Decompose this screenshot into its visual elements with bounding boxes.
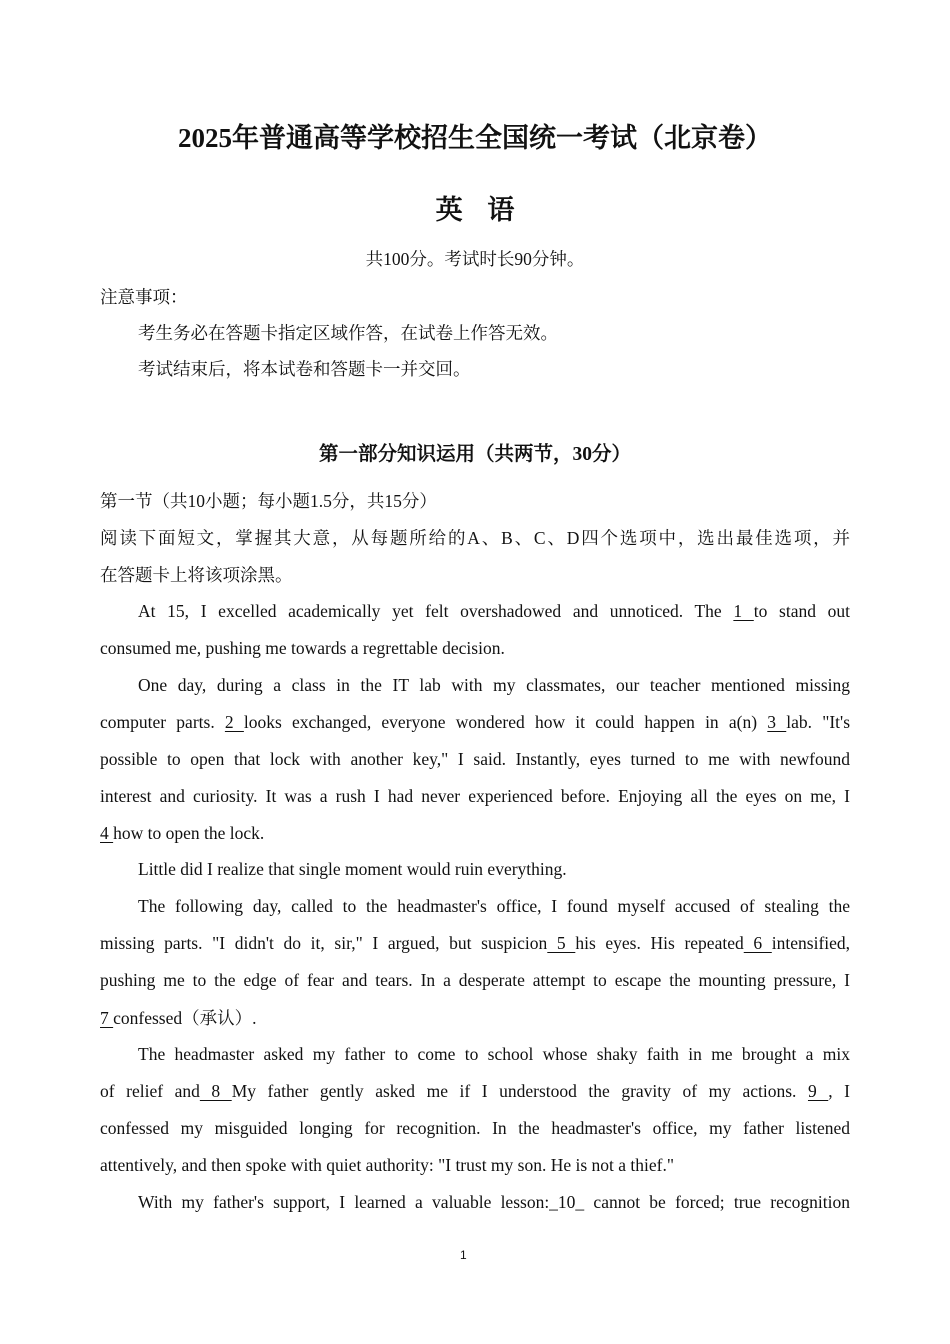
instruction-line: 阅读下面短文，掌握其大意，从每题所给的A、B、C、D四个选项中，选出最佳选项，并	[100, 528, 850, 548]
passage-line: 7 confessed（承认）.	[100, 1008, 257, 1028]
blank-8: 8	[199, 1081, 232, 1101]
passage-line: interest and curiosity. It was a rush I had never experienced before. Enjoying all the eyes on me, I	[100, 786, 850, 806]
blank-7: 7	[100, 1008, 114, 1028]
passage-line: The following day, called to the headmaster's office, I found myself accused of stealing the	[138, 896, 850, 916]
passage-line: The headmaster asked my father to come to school whose shaky faith in me brought a mix	[138, 1044, 850, 1064]
part1-heading: 第一部分知识运用（共两节，30分）	[318, 444, 631, 465]
passage-line: of relief and 8 My father gently asked me if I understood the gravity of my actions. 9 , I	[100, 1081, 851, 1101]
passage-line: confessed my misguided longing for recognition. In the headmaster's office, my father listened	[100, 1118, 850, 1138]
passage-line: One day, during a class in the IT lab with my classmates, our teacher mentioned missing	[138, 675, 850, 695]
notice-item: 考生务必在答题卡指定区域作答，在试卷上作答无效。	[138, 323, 558, 343]
blank-6: 6	[743, 933, 772, 953]
notice-heading: 注意事项：	[100, 287, 188, 307]
passage-line: attentively, and then spoke with quiet authority: "I trust my son. He is not a thief."	[100, 1155, 675, 1175]
passage-line: consumed me, pushing me towards a regrettable decision.	[100, 638, 505, 658]
passage-line: missing parts. "I didn't do it, sir," I argued, but suspicion 5 his eyes. His repeated 6 intensified,	[100, 933, 851, 953]
section1-heading: 第一节（共10小题；每小题1.5分，共15分）	[100, 491, 437, 511]
page-number: 1	[460, 1248, 467, 1262]
passage-line: With my father's support, I learned a valuable lesson:_10_ cannot be forced; true recognition	[138, 1192, 850, 1212]
exam-title: 2025年普通高等学校招生全国统一考试（北京卷）	[178, 123, 772, 153]
exam-subject: 英 语	[435, 195, 515, 225]
blank-1: 1	[733, 601, 754, 621]
passage-line: possible to open that lock with another key," I said. Instantly, eyes turned to me with newfound	[100, 749, 850, 769]
passage-line: computer parts. 2 looks exchanged, everyone wondered how it could happen in a(n) 3 lab. "It's	[100, 712, 851, 732]
passage-line: Little did I realize that single moment would ruin everything.	[138, 859, 567, 879]
blank-5: 5	[547, 933, 576, 953]
instruction-line: 在答题卡上将该项涂黑。	[100, 565, 293, 585]
blank-9: 9	[807, 1081, 829, 1101]
passage-line: pushing me to the edge of fear and tears. In a desperate attempt to escape the mounting pressure, I	[100, 970, 850, 990]
passage-line: 4 how to open the lock.	[100, 823, 265, 843]
blank-2: 2	[224, 712, 244, 732]
passage-line: At 15, I excelled academically yet felt overshadowed and unnoticed. The 1 to stand out	[138, 601, 851, 621]
exam-info: 共100分。考试时长90分钟。	[365, 249, 585, 269]
blank-4: 4	[100, 823, 114, 843]
blank-3: 3	[767, 712, 787, 732]
notice-item: 考试结束后，将本试卷和答题卡一并交回。	[138, 359, 471, 379]
